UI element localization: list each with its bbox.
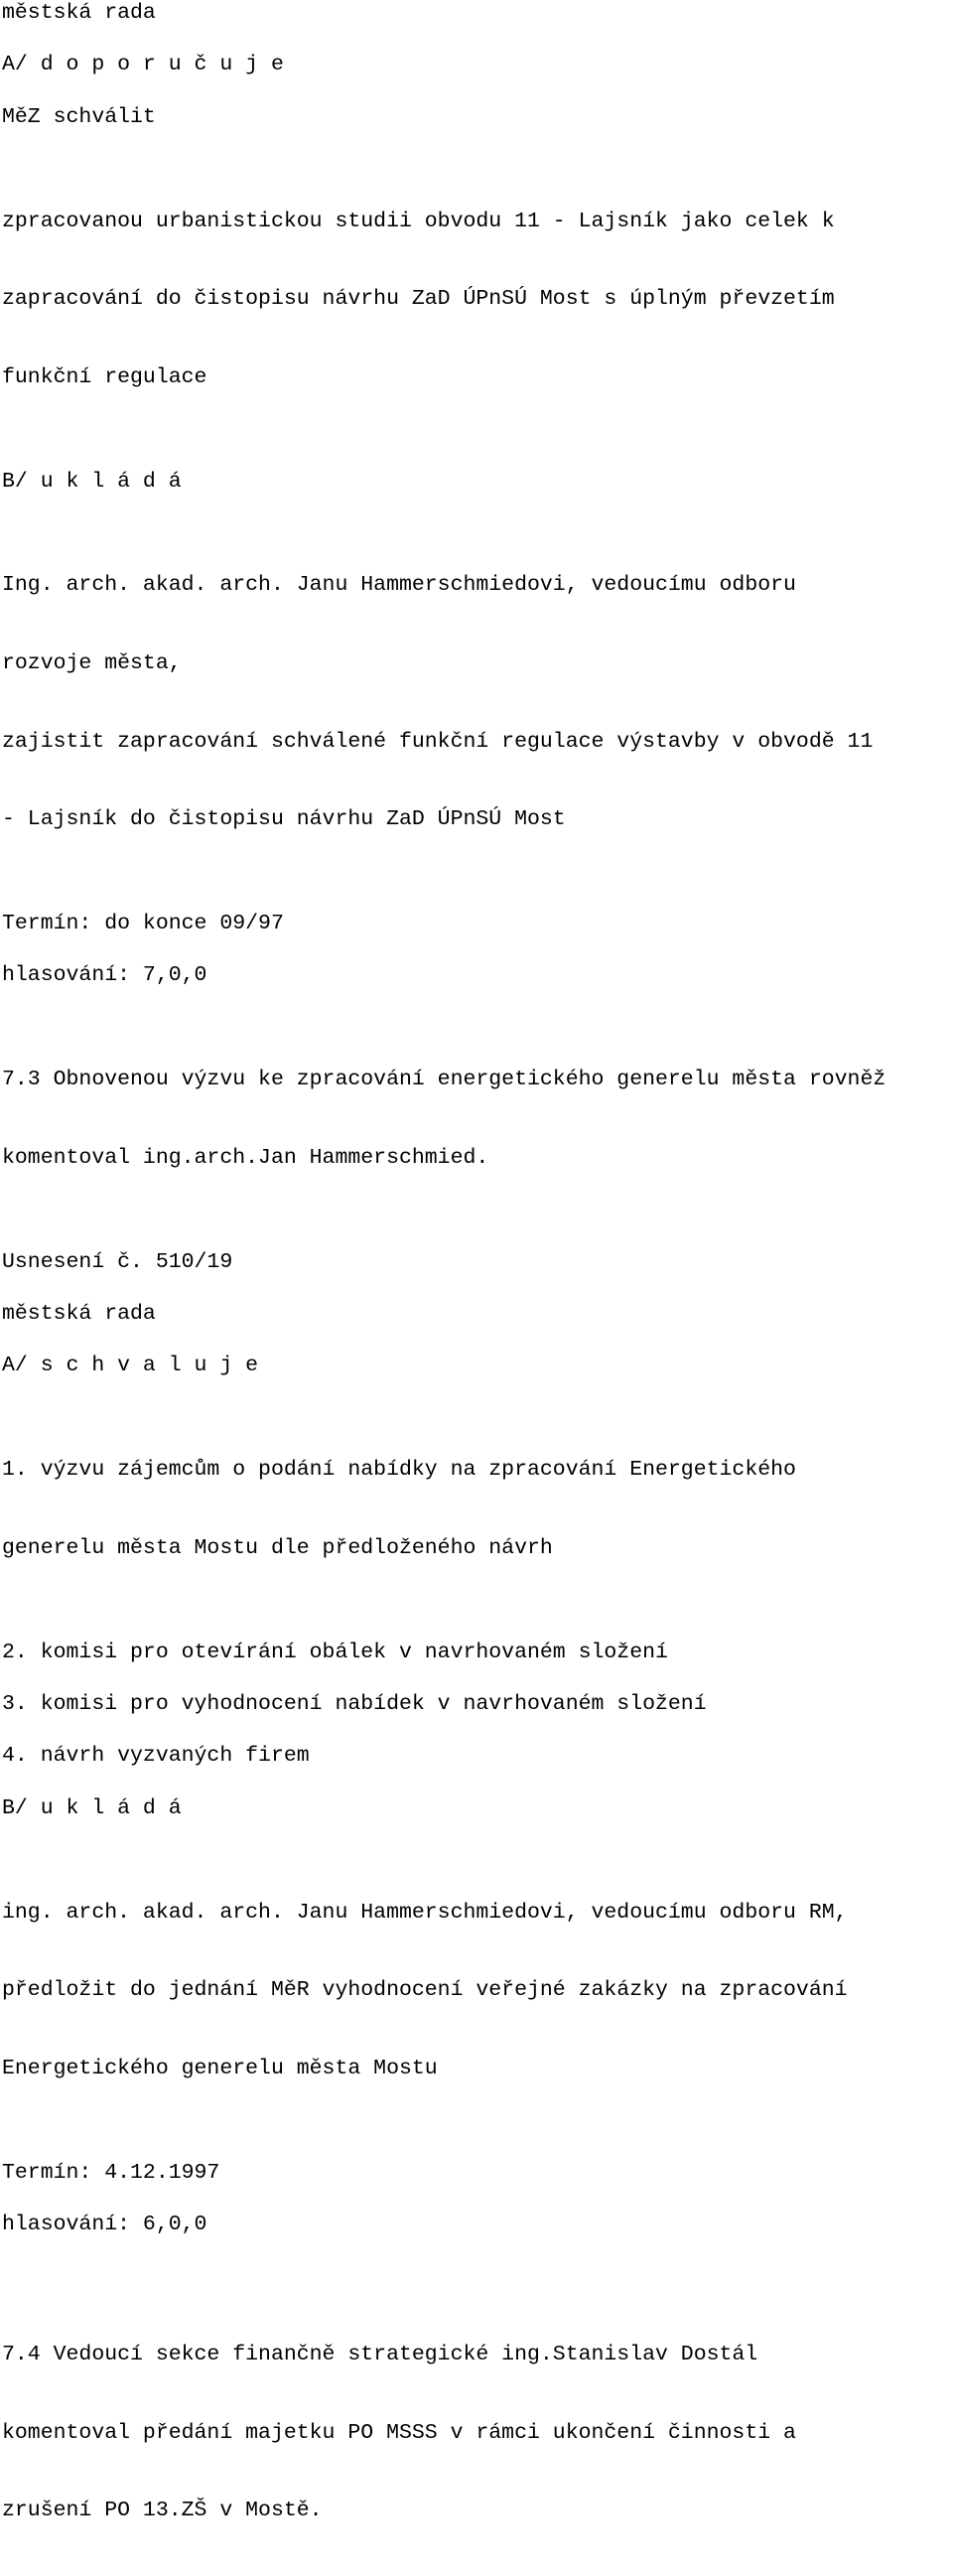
text-line: 7.3 Obnovenou výzvu ke zpracování energetického generelu města rovněž <box>2 1068 886 1092</box>
text-line: Ing. arch. akad. arch. Janu Hammerschmiedovi, vedoucímu odboru <box>2 573 796 598</box>
text-line: ing. arch. akad. arch. Janu Hammerschmiedovi, vedoucímu odboru RM, <box>2 1900 848 1925</box>
text-line: funkční regulace <box>2 364 207 389</box>
text-line: rozvoje města, <box>2 651 182 675</box>
section-b-orders: B/ u k l á d á <box>2 1795 182 1820</box>
item-7-3-paragraph <box>2 1015 953 1223</box>
text-line: komentoval ing.arch.Jan Hammerschmied. <box>2 1145 489 1170</box>
text-line: 1. výzvu zájemcům o podání nabídky na zpracování Energetického <box>2 1458 796 1483</box>
text-line: zpracovanou urbanistickou studii obvodu 11 - Lajsník jako celek k <box>2 209 835 233</box>
deadline-line: Termín: do konce 09/97 <box>2 912 284 936</box>
text-line: 7.4 Vedoucí sekce finančně strategické ing.Stanislav Dostál <box>2 2342 758 2366</box>
approved-item-2: 2. komisi pro otevírání obálek v navrhovaném složení <box>2 1640 668 1664</box>
text-line: generelu města Mostu dle předloženého návrh <box>2 1535 553 1560</box>
approved-item-3: 3. komisi pro vyhodnocení nabídek v navrhovaném složení <box>2 1691 707 1716</box>
document-body <box>2 0 953 2576</box>
resolution-number: Usnesení č. 510/19 <box>2 1249 233 1274</box>
item-7-4-paragraph <box>2 2290 953 2576</box>
approved-item-1 <box>2 1405 953 1614</box>
text-line: Energetického generelu města Mostu <box>2 2056 438 2080</box>
assignment-paragraph <box>2 520 953 885</box>
text-line: zapracování do čistopisu návrhu ZaD ÚPnSÚ Most s úplným převzetím <box>2 287 835 312</box>
approve-line: MěZ schválit <box>2 104 156 129</box>
council-heading: městská rada <box>2 1 156 25</box>
deadline-line: Termín: 4.12.1997 <box>2 2160 220 2185</box>
section-b-orders: B/ u k l á d á <box>2 469 182 494</box>
section-a-approves: A/ s c h v a l u j e <box>2 1354 259 1378</box>
approved-item-4: 4. návrh vyzvaných firem <box>2 1744 310 1769</box>
text-line: předložit do jednání MěR vyhodnocení veřejné zakázky na zpracování <box>2 1978 848 2003</box>
text-line: - Lajsník do čistopisu návrhu ZaD ÚPnSÚ Most <box>2 807 566 832</box>
text-line: zrušení PO 13.ZŠ v Mostě. <box>2 2499 323 2523</box>
text-line: zajistit zapracování schválené funkční regulace výstavby v obvodě 11 <box>2 729 874 754</box>
study-paragraph <box>2 156 953 442</box>
assignment-paragraph <box>2 1847 953 2133</box>
text-line: komentoval předání majetku PO MSSS v rámci ukončení činnosti a <box>2 2420 796 2445</box>
vote-line: hlasování: 6,0,0 <box>2 2212 207 2236</box>
section-a-recommends: A/ d o p o r u č u j e <box>2 53 284 77</box>
council-heading: městská rada <box>2 1302 156 1326</box>
vote-line: hlasování: 7,0,0 <box>2 963 207 988</box>
